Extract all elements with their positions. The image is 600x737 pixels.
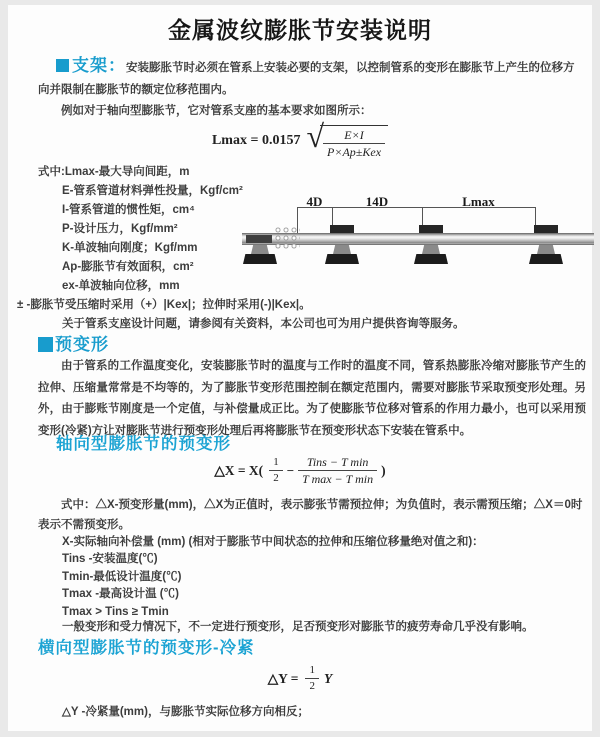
axial-formula	[0, 455, 600, 487]
support-section-heading: 支架：	[72, 56, 126, 75]
temperature-line: Tins -安装温度(℃)	[62, 553, 158, 565]
preform-section-heading: 预变形	[38, 330, 109, 355]
dimension-label-4d: 4D	[306, 194, 323, 209]
pipe-guide-support	[413, 225, 449, 285]
definition-line: E-管系管道材料弹性投量，Kgf/cm²	[62, 185, 243, 197]
lateral-formula-rhs: Y	[323, 670, 333, 686]
definition-line: Ap-膨胀节有效面积，cm²	[62, 261, 194, 273]
lmax-formula	[0, 118, 600, 160]
definition-line: 关于管系支座设计问题，请参阅有关资料，本公司也可为用户提供咨询等服务。	[62, 318, 465, 330]
lmax-fraction-numerator: E×I	[323, 128, 385, 144]
lateral-note-text: △Y -冷紧量(mm)，与膨胀节实际位移方向相反；	[62, 706, 309, 718]
pipe-anchor-support	[243, 235, 277, 265]
definition-line: ± -膨胀节受压缩时采用（+）|Kex|；拉伸时采用(-)|Kex|。	[17, 299, 311, 311]
section-marker-square-icon	[56, 59, 69, 72]
lmax-formula-lhs: Lmax = 0.0157	[211, 133, 301, 149]
one-half-fraction: $\frac{1}{2}$	[305, 664, 319, 693]
dimension-label-14d: 14D	[365, 194, 389, 209]
axial-note-text: 式中：△X-预变形量(mm)，△X为正值时，表示膨张节需预拉伸；为负值时，表示需预压缩；△X＝0时表示不需预变形。	[38, 499, 583, 531]
definition-line: 式中:Lmax-最大导向间距，m	[38, 166, 190, 178]
one-half-fraction: 1 2	[269, 456, 283, 485]
definition-line: P-设计压力，Kgf/mm²	[62, 223, 178, 235]
sqrt-sign: √	[306, 118, 325, 154]
lateral-formula	[0, 664, 600, 693]
sqrt-radical	[306, 118, 388, 160]
minus-operator: −	[286, 462, 295, 478]
lmax-fraction-denominator: P×Ap±Kex	[327, 145, 382, 160]
temperature-line: Tmax > Tins ≥ Tmin	[62, 605, 169, 618]
section-marker-square-icon	[38, 337, 53, 352]
pipe-guide-support	[324, 225, 360, 285]
lateral-subsection-heading: 横向型膨胀节的预变形-冷紧	[38, 639, 255, 657]
temperature-fraction: Tins − T min T max − T min	[298, 455, 377, 487]
pipe-guide-support	[528, 225, 564, 285]
closing-paren: )	[381, 462, 386, 478]
lateral-formula-lhs: △Y =	[267, 670, 299, 686]
support-intro-text: 安装膨胀节时必须在管系上安装必要的支架，以控制管系的变形在膨胀节上产生的位移方向并限制在膨胀节的额定位移范围内。	[38, 62, 575, 96]
axial-compensation-text: X-实际轴向补偿量 (mm) (相对于膨胀节中间状态的拉伸和压缩位移量绝对值之和)：	[62, 536, 484, 548]
definition-line: I-管系管道的惯性矩，cm⁴	[62, 204, 195, 216]
dimension-label-lmax: Lmax	[462, 194, 495, 209]
temperature-definitions-list	[62, 551, 181, 621]
axial-subsection-heading: 轴向型膨胀节的预变形	[56, 435, 231, 453]
bellows-expansion-joint	[274, 226, 300, 250]
definition-line: K-单波轴向刚度；Kgf/mm	[62, 242, 198, 254]
support-section-paragraph	[38, 55, 584, 101]
axial-fatigue-note-text: 一般变形和受力情况下，不一定进行预变形，足否预变形对膨胀节的疲劳寿命几乎没有影响。	[62, 621, 534, 633]
preform-body-text: 由于管系的工作温度变化，安装膨胀节时的温度与工作时的温度不同，管系热膨胀冷缩对膨胀节产生的拉伸、压缩量常常是不均等的，为了膨胀节变形范围控制在额定范围内，需要对膨胀节采取预变形处理。另外，由于膨账节刚度是一个定值，与补偿量成正比。为了使膨胀节位移对管系的作用力最小，也可以采用预变形(冷紧)方让对膨胀节进行预变形处理后再将膨胀节在预变形状态下安装在管系中。	[38, 360, 586, 437]
support-example-text: 例如对于轴向型膨胀节，它对管系支座的基本要求如图所示：	[61, 105, 372, 117]
temperature-line: Tmax -最高设计温 (℃)	[62, 588, 179, 600]
support-spacing-diagram	[240, 194, 598, 286]
lmax-fraction	[323, 128, 385, 160]
page-title: 金属波纹膨胀节安装说明	[168, 17, 432, 43]
axial-formula-lhs: △X = X(	[214, 462, 264, 478]
definition-line: ex-单波轴向位移，mm	[62, 280, 180, 292]
temperature-line: Tmin-最低设计温度(℃)	[62, 570, 182, 583]
